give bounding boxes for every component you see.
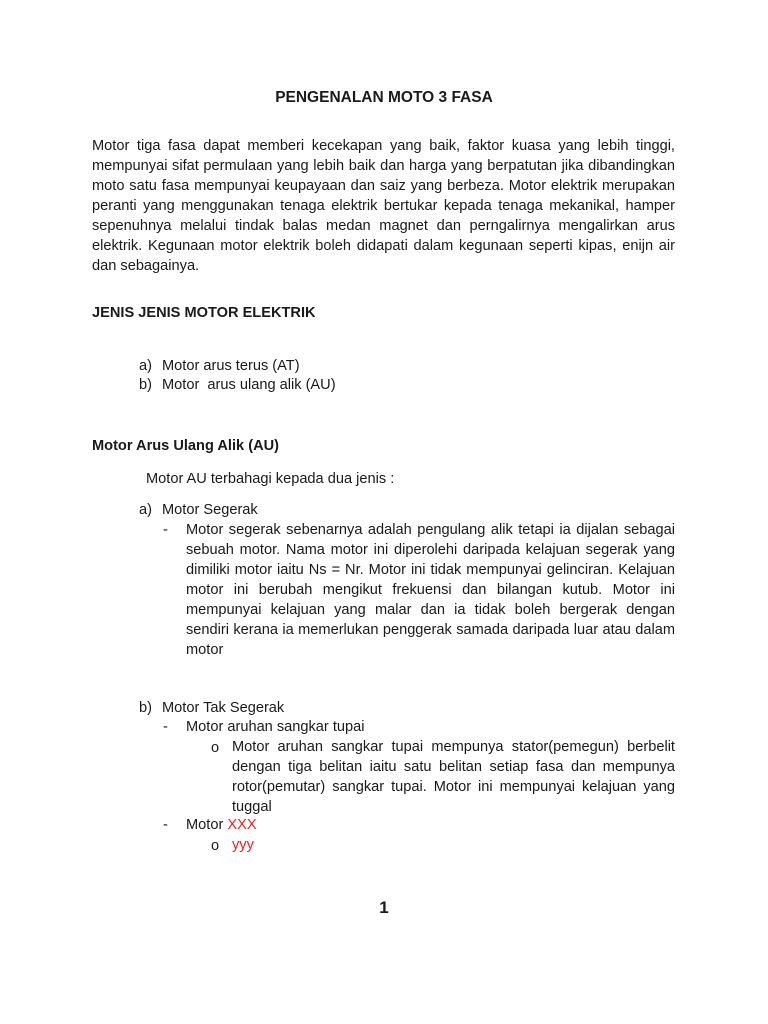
circle-bullet: o: [211, 740, 220, 756]
document-title: PENGENALAN MOTO 3 FASA: [275, 89, 493, 106]
dash-marker: -: [163, 522, 168, 538]
motor-aruhan-description: Motor aruhan sangkar tupai mempunya stator(pemegun) berbelit dengan tiga belitan iaitu satu belitan setiap fasa dan mempunya rotor(pemutar) sangkar tupai. Motor ini mempunyai kelajuan yang tuggal: [232, 739, 675, 815]
list-item-marker: b): [139, 700, 152, 716]
intro-paragraph: Motor tiga fasa dapat memberi kecekapan yang baik, faktor kuasa yang lebih tinggi, mempunyai sifat permulaan yang lebih baik dan harga yang berpatutan jika dibandingkan moto satu fasa mempunyai keupayaan dan saiz yang berbeza. Motor elektrik merupakan peranti yang menggunakan tenaga elektrik bertukar kepada tenaga mekanikal, hamper sepenuhnya melalui tindak balas medan magnet dan perngalirnya mengalirkan arus elektrik. Kegunaan motor elektrik boleh didapati dalam kegunaan seperti kipas, enijn air dan sebagainya.: [92, 138, 675, 274]
list-item-marker: a): [139, 502, 152, 518]
list-item-motor-au: Motor arus ulang alik (AU): [162, 377, 336, 393]
section-heading-motor-au: Motor Arus Ulang Alik (AU): [92, 438, 280, 454]
page-number: 1: [379, 898, 389, 917]
motor-segerak-description: Motor segerak sebenarnya adalah pengulang alik tetapi ia dijalan sebagai sebuah motor. Nama motor ini diperolehi daripada kelajuan segerak yang dimiliki motor iaitu Ns = Nr. Motor ini tidak mempunyai gelinciran. Kelajuan motor ini berubah mengikut frekuensi dan bilangan kutub. Motor ini mempunyai kelajuan yang malar dan ia tidak boleh bergerak dengan sendiri kerana ia memerlukan penggerak samada daripada luar atau dalam motor: [186, 522, 675, 658]
placeholder-red-text: XXX: [227, 817, 257, 833]
sub-item-prefix: Motor: [186, 817, 228, 833]
list-item-marker: b): [139, 377, 152, 393]
sub-item-motor-aruhan: Motor aruhan sangkar tupai: [186, 719, 365, 735]
sub-item-motor-xxx: [186, 815, 257, 835]
section-heading-jenis-motor: JENIS JENIS MOTOR ELEKTRIK: [92, 305, 316, 321]
list-item-marker: a): [139, 358, 152, 374]
list-item-motor-tak-segerak: Motor Tak Segerak: [162, 700, 285, 716]
circle-bullet: o: [211, 838, 220, 854]
list-item-motor-at: Motor arus terus (AT): [162, 358, 300, 374]
dash-marker: -: [163, 817, 168, 833]
dash-marker: -: [163, 719, 168, 735]
list-item-motor-segerak: Motor Segerak: [162, 502, 258, 518]
section-intro-text: Motor AU terbahagi kepada dua jenis :: [146, 471, 395, 487]
placeholder-yyy: yyy: [232, 837, 254, 853]
